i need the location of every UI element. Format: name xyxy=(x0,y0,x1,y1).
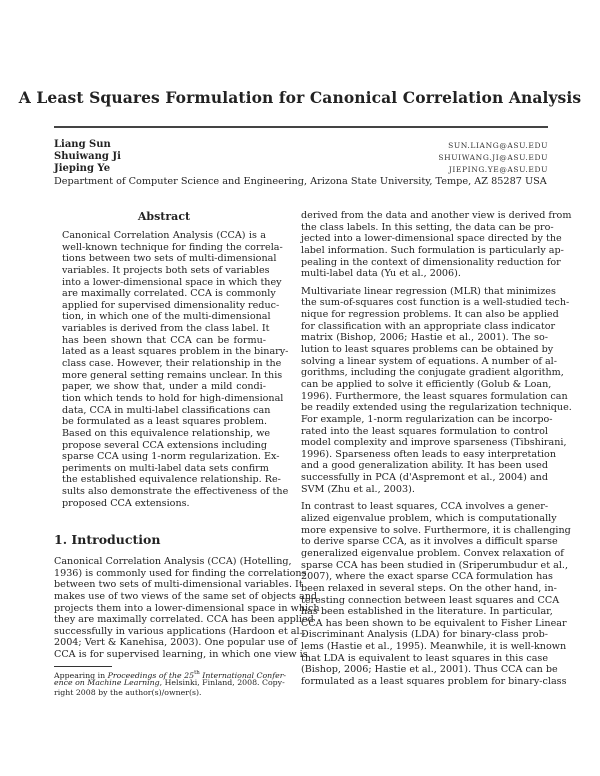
text-line: are maximally correlated. CCA is commonly xyxy=(62,288,276,300)
text-line: variables is derived from the class label. It xyxy=(62,323,270,335)
text-line: label information. Such formulation is particularly ap- xyxy=(301,244,564,256)
abstract-heading: Abstract xyxy=(137,210,191,223)
text-line: been relaxed in several steps. On the other hand, in- xyxy=(301,582,557,594)
text-line: sparse CCA has been studied in (Sriperumbudur et al., xyxy=(301,559,569,571)
author-email: SUN.LIANG@ASU.EDU xyxy=(448,141,548,150)
text-line: the established equivalence relationship. Re- xyxy=(62,474,281,486)
paragraph xyxy=(301,285,572,496)
footnote-text: , Helsinki, Finland, 2008. Copy- xyxy=(159,678,285,687)
author-email: JIEPING.YE@ASU.EDU xyxy=(448,165,548,174)
footnote xyxy=(54,668,287,698)
text-line: CCA has been shown to be equivalent to Fisher Linear xyxy=(301,617,567,629)
text-line: and a good generalization ability. It has been used xyxy=(301,460,548,472)
text-line: rated into the least squares formulation to control xyxy=(301,425,548,437)
text-line: applied for supervised dimensionality reduc- xyxy=(62,299,280,311)
text-line: successfully in various applications (Hardoon et al., xyxy=(54,625,306,637)
text-line: that LDA is equivalent to least squares in this case xyxy=(301,652,549,664)
intro-right-column xyxy=(301,210,572,694)
text-line: For example, 1-norm regularization can be incorpo- xyxy=(301,413,553,425)
text-line: to derive sparse CCA, as it involves a difficult sparse xyxy=(301,536,558,548)
text-line: projects them into a lower-dimensional space in which xyxy=(54,602,320,614)
author-name: Shuiwang Ji xyxy=(54,151,121,162)
text-line: gorithms, including the conjugate gradient algorithm, xyxy=(301,367,564,379)
text-line: 2007), where the exact sparse CCA formulation has xyxy=(301,571,553,583)
text-line: between two sets of multi-dimensional variables. It xyxy=(54,579,303,591)
text-line: can be applied to solve it efficiently (Golub & Loan, xyxy=(301,378,552,390)
text-line: well-known technique for finding the correla- xyxy=(62,241,283,253)
text-line: 1996). Sparseness often leads to easy interpretation xyxy=(301,448,556,460)
text-line: has been shown that CCA can be formu- xyxy=(62,334,266,346)
footnote-venue: International Confer- xyxy=(199,671,287,680)
text-line: In contrast to least squares, CCA involves a gener- xyxy=(301,501,549,513)
text-line: Discriminant Analysis (LDA) for binary-class prob- xyxy=(301,629,548,641)
paragraph xyxy=(301,501,571,687)
text-line: into a lower-dimensional space in which they xyxy=(62,276,282,288)
text-line: teresting connection between least squares and CCA xyxy=(301,594,560,606)
paragraph xyxy=(301,210,572,280)
footnote-superscript: th xyxy=(194,670,200,676)
text-line: model complexity and improve sparseness (Tibshirani, xyxy=(301,437,567,449)
text-line: derived from the data and another view is derived from xyxy=(301,210,572,221)
section-heading-introduction: 1. Introduction xyxy=(54,532,161,547)
text-line: nique for regression problems. It can also be applied xyxy=(301,309,559,321)
text-line: generalized eigenvalue problem. Convex relaxation of xyxy=(301,547,564,559)
text-line: Based on this equivalence relationship, we xyxy=(62,427,271,439)
text-line: propose several CCA extensions including xyxy=(62,439,267,451)
text-line: 1996). Furthermore, the least squares formulation can xyxy=(301,390,568,402)
text-line: 1936) is commonly used for finding the correlations xyxy=(54,567,307,579)
author-email: SHUIWANG.JI@ASU.EDU xyxy=(438,153,548,162)
text-line: Canonical Correlation Analysis (CCA) (Hotelling, xyxy=(54,556,292,567)
footnote-text: right 2008 by the author(s)/owner(s). xyxy=(54,688,202,697)
abstract-body xyxy=(62,230,289,509)
author-name: Jieping Ye xyxy=(54,163,111,174)
footnote-venue: Proceedings of the 25 xyxy=(107,671,195,680)
footnote-venue: ence on Machine Learning xyxy=(54,678,160,687)
text-line: makes use of two views of the same set of objects and xyxy=(54,590,318,602)
text-line: be readily extended using the regularization technique. xyxy=(301,402,572,414)
text-line: has been established in the literature. In particular, xyxy=(301,606,553,618)
text-line: more expensive to solve. Furthermore, it is challenging xyxy=(301,524,571,536)
text-line: be formulated as a least squares problem. xyxy=(62,416,268,428)
text-line: lution to least squares problems can be obtained by xyxy=(301,344,554,356)
text-line: periments on multi-label data sets confirm xyxy=(62,462,269,474)
text-line: paper, we show that, under a mild condi- xyxy=(62,381,266,393)
text-line: solving a linear system of equations. A number of al- xyxy=(301,355,557,367)
author-name: Liang Sun xyxy=(54,139,111,150)
text-line: lated as a least squares problem in the binary- xyxy=(62,346,289,358)
text-line: tion, in which one of the multi-dimensional xyxy=(62,311,271,323)
footnote-text: Appearing in xyxy=(54,671,108,680)
text-line: the class labels. In this setting, the data can be pro- xyxy=(301,221,554,233)
text-line: tions between two sets of multi-dimensional xyxy=(62,253,277,265)
text-line: for classification with an appropriate class indicator xyxy=(301,320,556,332)
text-line: variables. It projects both sets of variables xyxy=(62,264,270,276)
text-line: class case. However, their relationship in the xyxy=(62,358,282,370)
text-line: tion which tends to hold for high-dimensional xyxy=(62,392,284,404)
text-line: data, CCA in multi-label classifications can xyxy=(62,404,271,416)
text-line: (Bishop, 2006; Hastie et al., 2001). Thus CCA can be xyxy=(301,664,558,676)
text-line: 2004; Vert & Kanehisa, 2003). One popular use of xyxy=(54,637,298,649)
text-line: SVM (Zhu et al., 2003). xyxy=(301,483,415,495)
affiliation: Department of Computer Science and Engineering, Arizona State University, Tempe, AZ 85287 USA xyxy=(54,176,547,187)
text-line: the sum-of-squares cost function is a well-studied tech- xyxy=(301,297,570,309)
text-line: CCA is for supervised learning, in which one view is xyxy=(54,649,308,661)
text-line: pealing in the context of dimensionality reduction for xyxy=(301,256,561,268)
text-line: successfully in PCA (d'Aspremont et al., 2004) and xyxy=(301,472,548,484)
text-line: alized eigenvalue problem, which is computationally xyxy=(301,513,557,525)
text-line: proposed CCA extensions. xyxy=(62,497,190,509)
text-line: they are maximally correlated. CCA has been applied xyxy=(54,614,314,626)
text-line: more general setting remains unclear. In this xyxy=(62,369,283,381)
text-line: lems (Hastie et al., 1995). Meanwhile, it is well-known xyxy=(301,641,567,653)
footnote-rule xyxy=(54,666,112,667)
paper-title: A Least Squares Formulation for Canonical Correlation Analysis xyxy=(18,88,582,107)
text-line: sparse CCA using 1-norm regularization. Ex- xyxy=(62,451,280,463)
text-line: jected into a lower-dimensional space directed by the xyxy=(301,233,562,245)
text-line: sults also demonstrate the effectiveness of the xyxy=(62,486,289,498)
intro-left-column xyxy=(54,556,320,661)
text-line: matrix (Bishop, 2006; Hastie et al., 2001). The so- xyxy=(301,332,548,344)
text-line: formulated as a least squares problem for binary-class xyxy=(301,675,567,687)
text-line: Multivariate linear regression (MLR) that minimizes xyxy=(301,285,556,297)
text-line: multi-label data (Yu et al., 2006). xyxy=(301,268,461,280)
title-rule xyxy=(54,126,548,128)
text-line: Canonical Correlation Analysis (CCA) is a xyxy=(62,230,266,241)
